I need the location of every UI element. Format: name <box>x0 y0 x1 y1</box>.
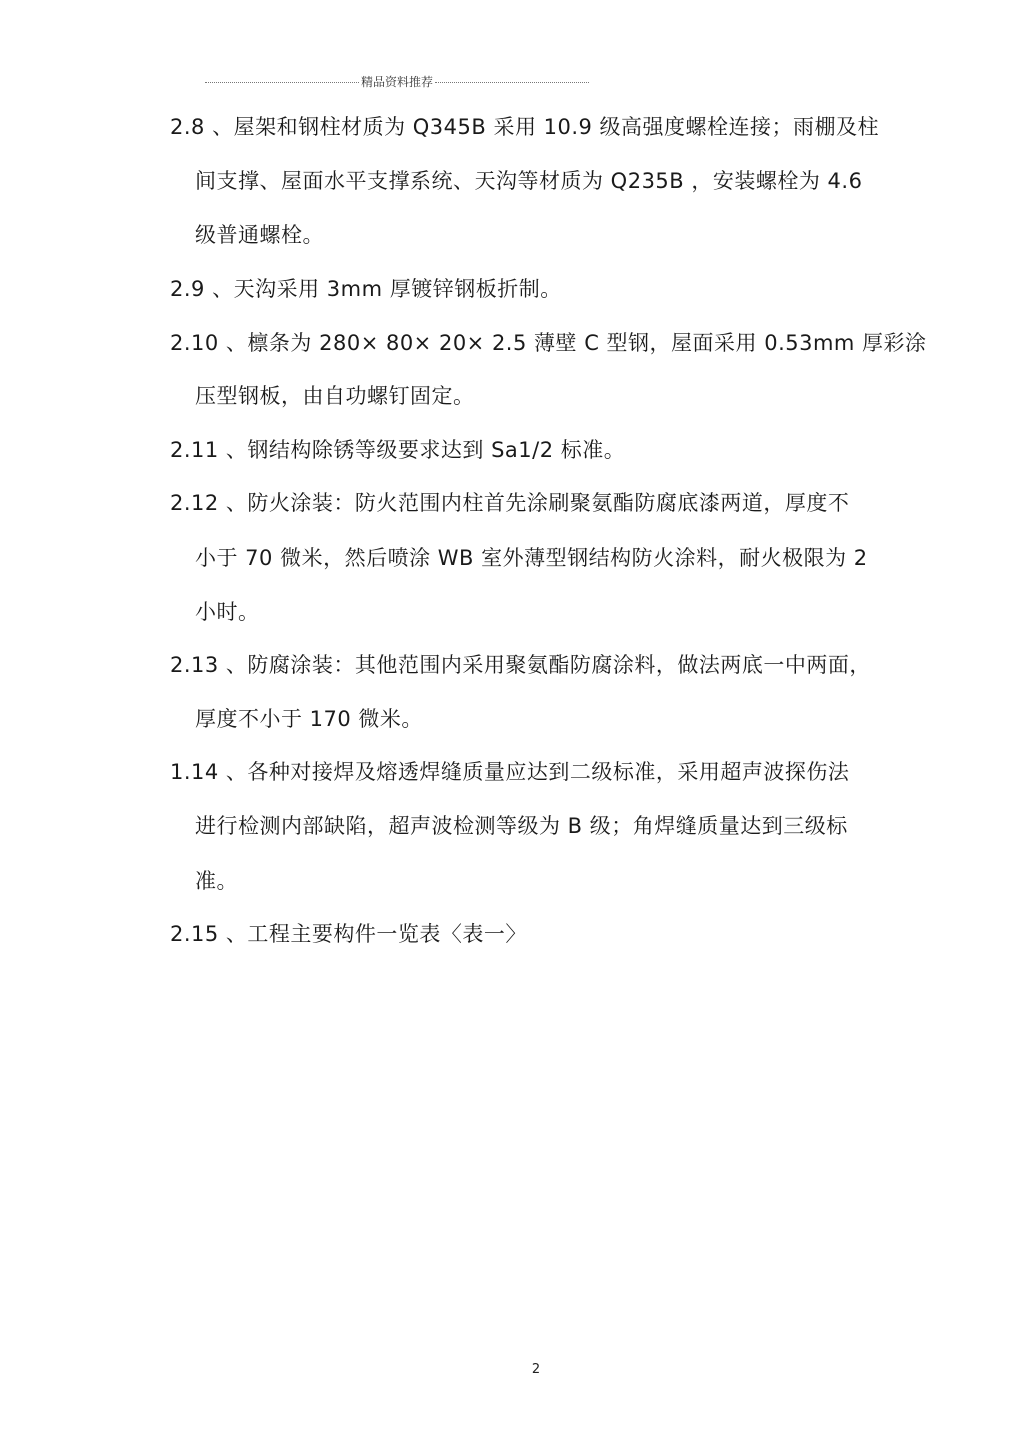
header-label: 精品资料推荐 <box>361 74 434 89</box>
paragraph-2-13-line-1: 2.13 、防腐涂装：其他范围内采用聚氨酯防腐涂料，做法两底一中两面， <box>170 653 871 677</box>
paragraph-2-12-line-2: 小于 70 微米，然后喷涂 WB 室外薄型钢结构防火涂料，耐火极限为 2 <box>195 546 868 570</box>
paragraph-2-12-line-3: 小时。 <box>195 600 260 624</box>
paragraph-2-13-line-2: 厚度不小于 170 微米。 <box>195 707 423 731</box>
paragraph-2-10-line-2: 压型钢板，由自功螺钉固定。 <box>195 384 475 408</box>
paragraph-2-15-line-1: 2.15 、工程主要构件一览表〈表一〉 <box>170 922 527 946</box>
paragraph-1-14-line-2: 进行检测内部缺陷，超声波检测等级为 B 级；角焊缝质量达到三级标 <box>195 814 848 838</box>
paragraph-1-14-line-3: 准。 <box>195 869 238 893</box>
paragraph-2-9-line-1: 2.9 、天沟采用 3mm 厚镀锌钢板折制。 <box>170 277 562 301</box>
header-dotted-rule-left <box>205 82 359 83</box>
page-header <box>205 72 589 90</box>
paragraph-2-10-line-1: 2.10 、檩条为 280× 80× 20× 2.5 薄壁 C 型钢，屋面采用 0.53mm 厚彩涂 <box>170 331 927 355</box>
page-number: 2 <box>531 1362 541 1377</box>
header-dotted-rule-right <box>435 82 589 83</box>
paragraph-2-12-line-1: 2.12 、防火涂装：防火范围内柱首先涂刷聚氨酯防腐底漆两道，厚度不 <box>170 491 850 515</box>
paragraph-2-8-line-1: 2.8 、屋架和钢柱材质为 Q345B 采用 10.9 级高强度螺栓连接；雨棚及柱 <box>170 115 880 139</box>
paragraph-2-8-line-2: 间支撑、屋面水平支撑系统、天沟等材质为 Q235B ，安装螺栓为 4.6 <box>195 169 863 193</box>
paragraph-2-8-line-3: 级普通螺栓。 <box>195 223 324 247</box>
paragraph-1-14-line-1: 1.14 、各种对接焊及熔透焊缝质量应达到二级标准，采用超声波探伤法 <box>170 760 850 784</box>
paragraph-2-11-line-1: 2.11 、钢结构除锈等级要求达到 Sa1/2 标准。 <box>170 438 626 462</box>
